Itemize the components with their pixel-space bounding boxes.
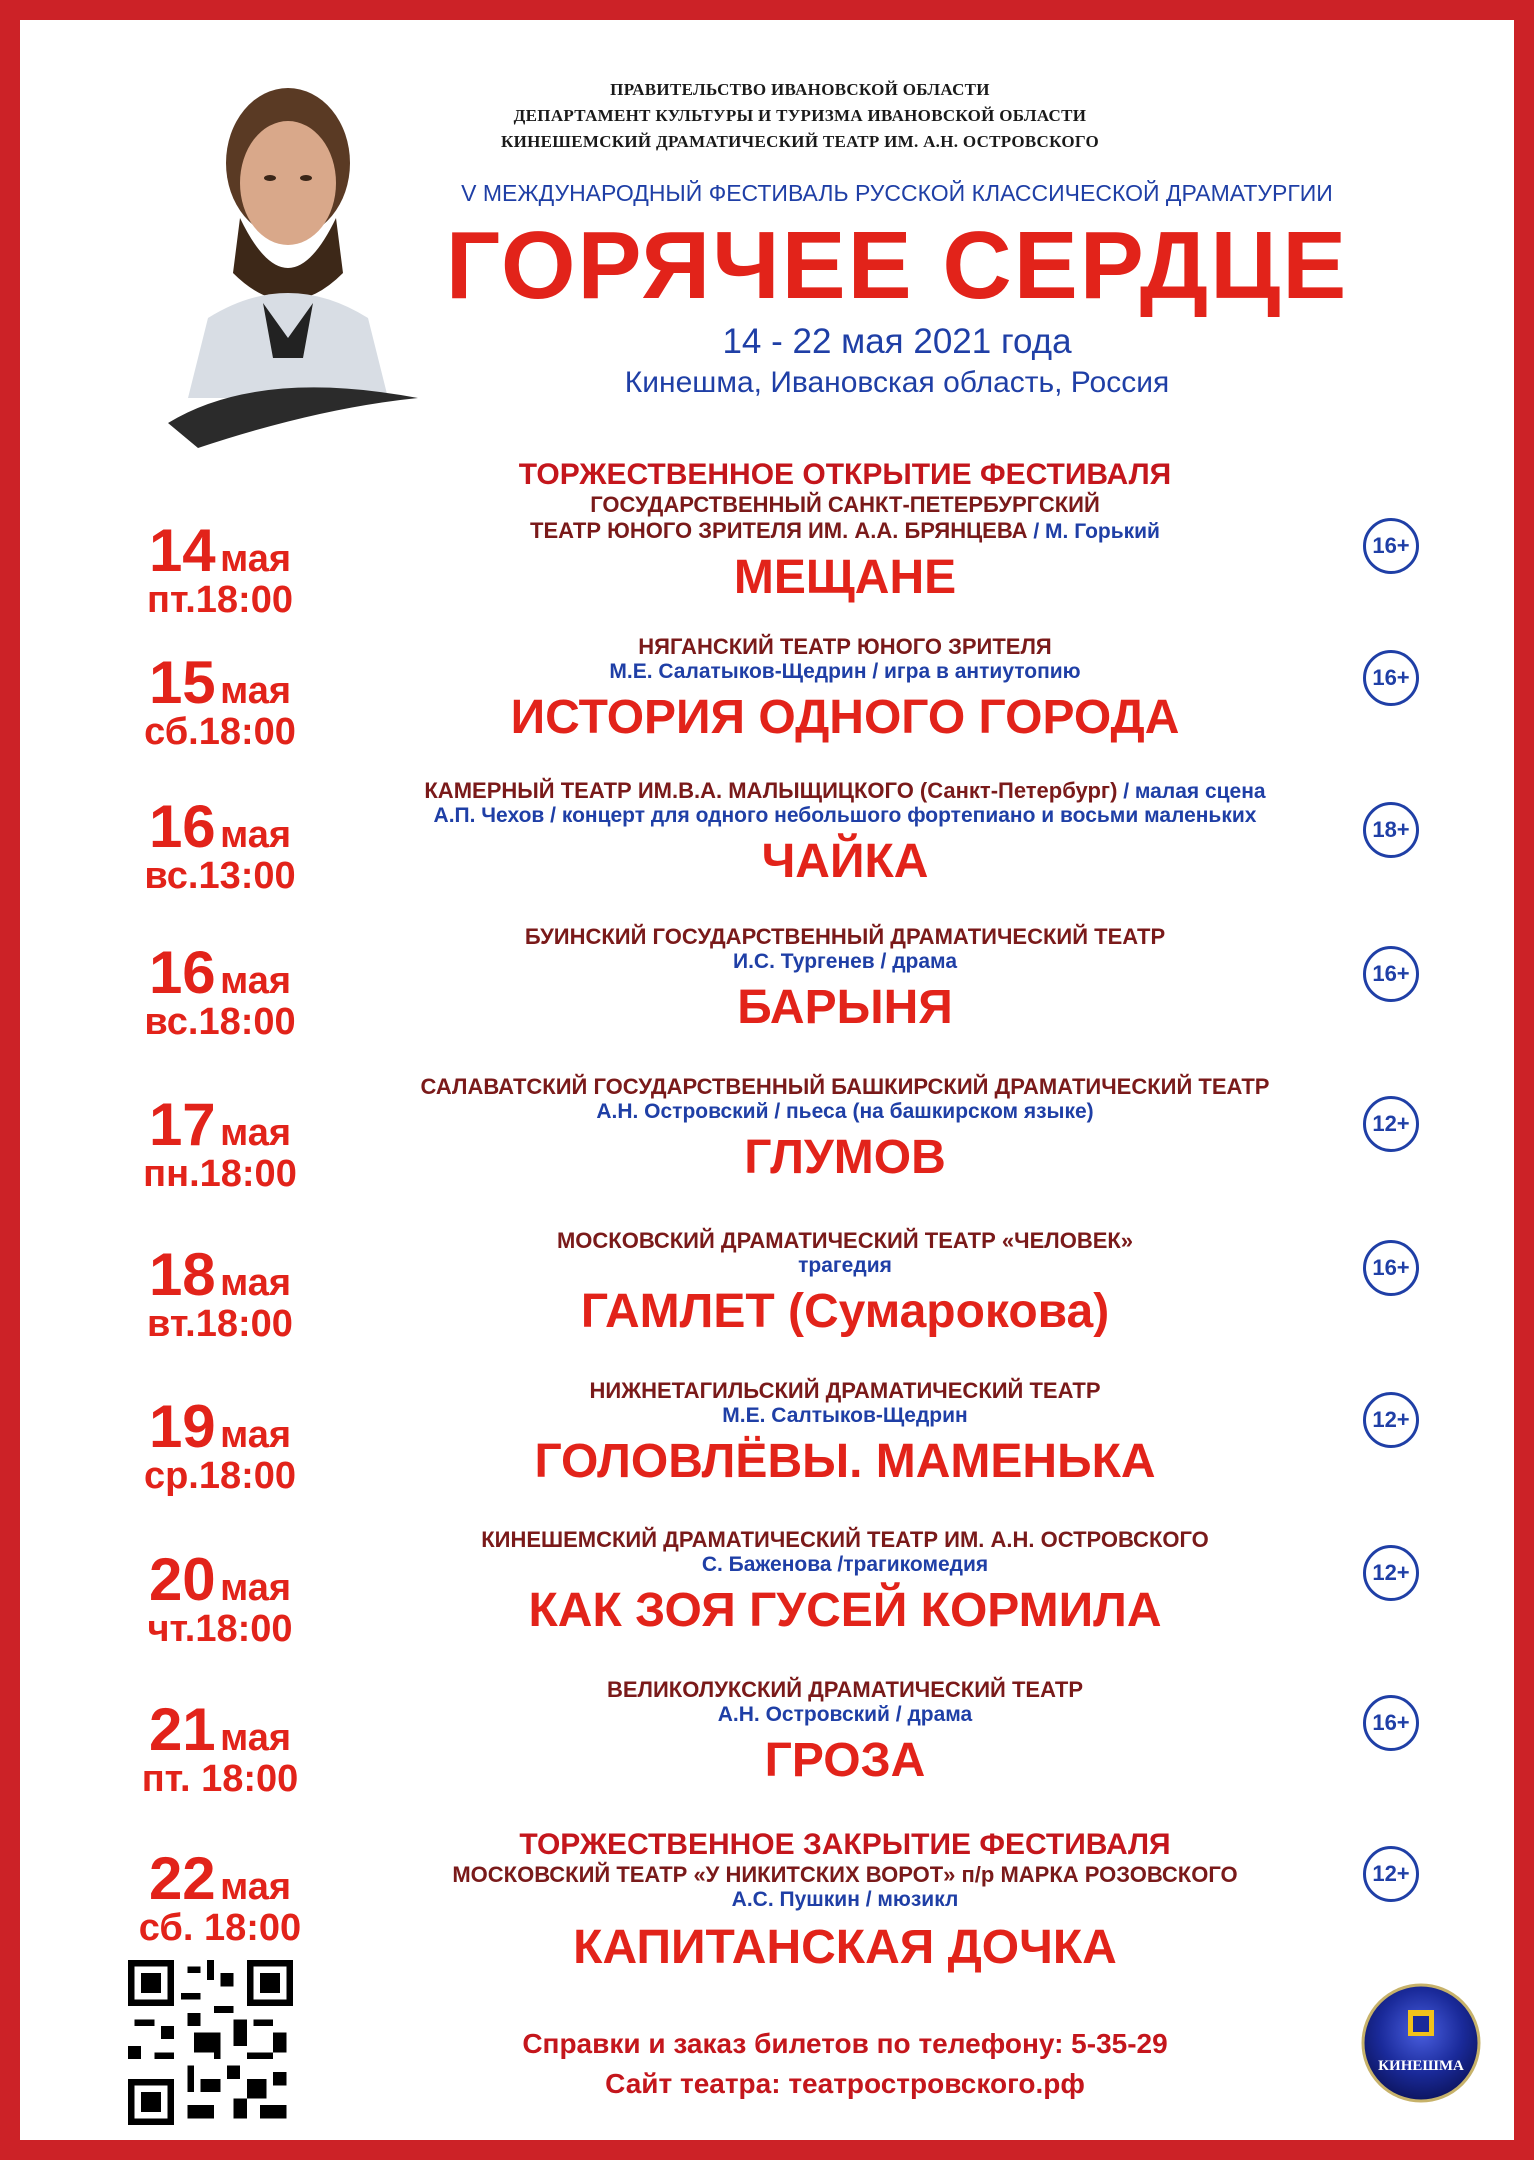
event-date [90,1844,350,1950]
event-play: ЧАЙКА [761,835,929,888]
festival-place: Кинешма, Ивановская область, Россия [624,366,1170,399]
event-date [90,1090,350,1196]
event-author: трагедия [798,1254,892,1277]
event-theatre: САЛАВАТСКИЙ ГОСУДАРСТВЕННЫЙ БАШКИРСКИЙ ДРАМАТИЧЕСКИЙ ТЕАТР [420,1074,1270,1099]
event-time: пт. 18:00 [141,1758,299,1800]
event-time: пн.18:00 [143,1153,297,1195]
festival-subtitle: V МЕЖДУНАРОДНЫЙ ФЕСТИВАЛЬ РУССКОЙ КЛАССИЧЕСКОЙ ДРАМАТУРГИИ [461,180,1333,206]
event-time: сб.18:00 [144,711,296,753]
event-info [312,778,1378,889]
event-day: 19 [148,1393,216,1460]
event-day: 16 [148,939,216,1006]
event-info [312,1828,1378,1975]
event-time: вс.13:00 [144,855,296,897]
event-play: ИСТОРИЯ ОДНОГО ГОРОДА [510,691,1180,744]
event-author: А.П. Чехов / концерт для одного небольшого фортепиано и восьми маленьких [433,804,1257,827]
event-date [90,1392,350,1498]
event-month: мая [220,1866,292,1908]
event-month: мая [220,1567,292,1609]
event-month: мая [220,1112,292,1154]
event-date [90,516,350,622]
event-theatre: МОСКОВСКИЙ ТЕАТР «У НИКИТСКИХ ВОРОТ» п/р МАРКА РОЗОВСКОГО [452,1862,1238,1887]
festival-dates: 14 - 22 мая 2021 года [722,322,1072,361]
event-day: 16 [148,793,216,860]
org-line-3: КИНЕШЕМСКИЙ ДРАМАТИЧЕСКИЙ ТЕАТР ИМ. А.Н. ОСТРОВСКОГО [500,132,1100,151]
event-play: ГЛУМОВ [744,1131,946,1184]
event-info [312,634,1378,745]
event-day: 20 [148,1546,216,1613]
event-info [312,1378,1378,1489]
event-time: сб. 18:00 [138,1907,302,1949]
event-month: мая [220,670,292,712]
org-line-2: ДЕПАРТАМЕНТ КУЛЬТУРЫ И ТУРИЗМА ИВАНОВСКОЙ ОБЛАСТИ [513,106,1087,125]
event-day: 18 [148,1241,216,1308]
event-month: мая [220,538,292,580]
age-rating-badge: 16+ [1363,518,1419,574]
age-rating-badge: 16+ [1363,1240,1419,1296]
event-time: вс.18:00 [144,1001,296,1043]
event-theatre: НИЖНЕТАГИЛЬСКИЙ ДРАМАТИЧЕСКИЙ ТЕАТР [589,1378,1101,1403]
event-day: 17 [148,1091,216,1158]
age-rating-badge: 16+ [1363,1695,1419,1751]
event-play: КАПИТАНСКАЯ ДОЧКА [573,1921,1117,1974]
age-rating-badge: 16+ [1363,946,1419,1002]
age-rating-badge: 16+ [1363,650,1419,706]
event-theatre: ГОСУДАРСТВЕННЫЙ САНКТ-ПЕТЕРБУРГСКИЙ [590,492,1100,517]
event-theatre: БУИНСКИЙ ГОСУДАРСТВЕННЫЙ ДРАМАТИЧЕСКИЙ ТЕАТР [524,924,1166,949]
event-time: ср.18:00 [143,1455,297,1497]
event-extra: ТОРЖЕСТВЕННОЕ ЗАКРЫТИЕ ФЕСТИВАЛЯ [519,1828,1171,1861]
event-date [90,938,350,1044]
event-author: М.Е. Салатыков-Щедрин / игра в антиутопию [609,660,1081,683]
event-info [312,1228,1378,1339]
logo-text: КИНЕШМА [1378,2058,1464,2074]
event-date [90,1695,350,1801]
event-info [312,1074,1378,1185]
event-theatre-2: ТЕАТР ЮНОГО ЗРИТЕЛЯ ИМ. А.А. БРЯНЦЕВА [530,518,1028,543]
event-theatre: НЯГАНСКИЙ ТЕАТР ЮНОГО ЗРИТЕЛЯ [638,634,1052,659]
event-theatre: КИНЕШЕМСКИЙ ДРАМАТИЧЕСКИЙ ТЕАТР ИМ. А.Н. ОСТРОВСКОГО [481,1527,1209,1552]
event-author: / М. Горький [1027,520,1160,543]
age-rating-badge: 12+ [1363,1392,1419,1448]
event-info [312,458,1378,605]
event-play: ГОЛОВЛЁВЫ. МАМЕНЬКА [534,1435,1156,1488]
event-author: М.Е. Салтыков-Щедрин [722,1404,968,1427]
event-month: мая [220,1414,292,1456]
event-day: 14 [148,517,216,584]
event-day: 22 [148,1845,216,1912]
event-date [90,1545,350,1651]
age-rating-badge: 18+ [1363,802,1419,858]
event-time: пт.18:00 [147,579,293,621]
event-day: 21 [148,1696,216,1763]
event-author: А.Н. Островский / пьеса (на башкирском языке) [596,1100,1094,1123]
age-rating-badge: 12+ [1363,1096,1419,1152]
event-theatre: КАМЕРНЫЙ ТЕАТР ИМ.В.А. МАЛЫЩИЦКОГО (Санкт-Петербург) [424,778,1118,803]
org-line-1: ПРАВИТЕЛЬСТВО ИВАНОВСКОЙ ОБЛАСТИ [610,80,990,99]
event-play: МЕЩАНЕ [733,551,957,604]
qr-code-image [128,1960,293,2125]
site-link[interactable]: Сайт театра: театростровского.рф [605,2068,1085,2099]
event-theatre: МОСКОВСКИЙ ДРАМАТИЧЕСКИЙ ТЕАТР «ЧЕЛОВЕК» [556,1228,1134,1253]
event-date [90,648,350,754]
age-rating-badge: 12+ [1363,1846,1419,1902]
event-author: А.Н. Островский / драма [717,1703,973,1726]
event-play: ГАМЛЕТ (Сумарокова) [580,1285,1110,1338]
event-time: чт.18:00 [147,1608,293,1650]
age-rating-badge: 12+ [1363,1545,1419,1601]
event-extra: ТОРЖЕСТВЕННОЕ ОТКРЫТИЕ ФЕСТИВАЛЯ [518,458,1172,491]
event-theatre: ВЕЛИКОЛУКСКИЙ ДРАМАТИЧЕСКИЙ ТЕАТР [607,1677,1083,1702]
event-day: 15 [148,649,216,716]
event-author: И.С. Тургенев / драма [733,950,957,973]
poster [20,20,1514,2140]
event-time: вт.18:00 [147,1303,293,1345]
event-month: мая [220,1717,292,1759]
phone-line: Справки и заказ билетов по телефону: 5-35-29 [522,2028,1168,2059]
event-author: С. Баженова /трагикомедия [701,1553,989,1576]
kineshma-logo [1358,1980,1484,2106]
event-info [312,924,1378,1035]
event-month: мая [220,960,292,1002]
event-info [312,1527,1378,1638]
event-date [90,1240,350,1346]
event-theatre-suffix: / малая сцена [1117,780,1266,803]
event-author: А.С. Пушкин / мюзикл [731,1888,959,1911]
event-date [90,792,350,898]
event-play: БАРЫНЯ [737,981,953,1034]
event-play: КАК ЗОЯ ГУСЕЙ КОРМИЛА [528,1584,1162,1637]
event-info [312,1677,1378,1788]
event-month: мая [220,1262,292,1304]
event-play: ГРОЗА [764,1734,926,1787]
event-month: мая [220,814,292,856]
festival-title: ГОРЯЧЕЕ СЕРДЦЕ [445,212,1349,319]
